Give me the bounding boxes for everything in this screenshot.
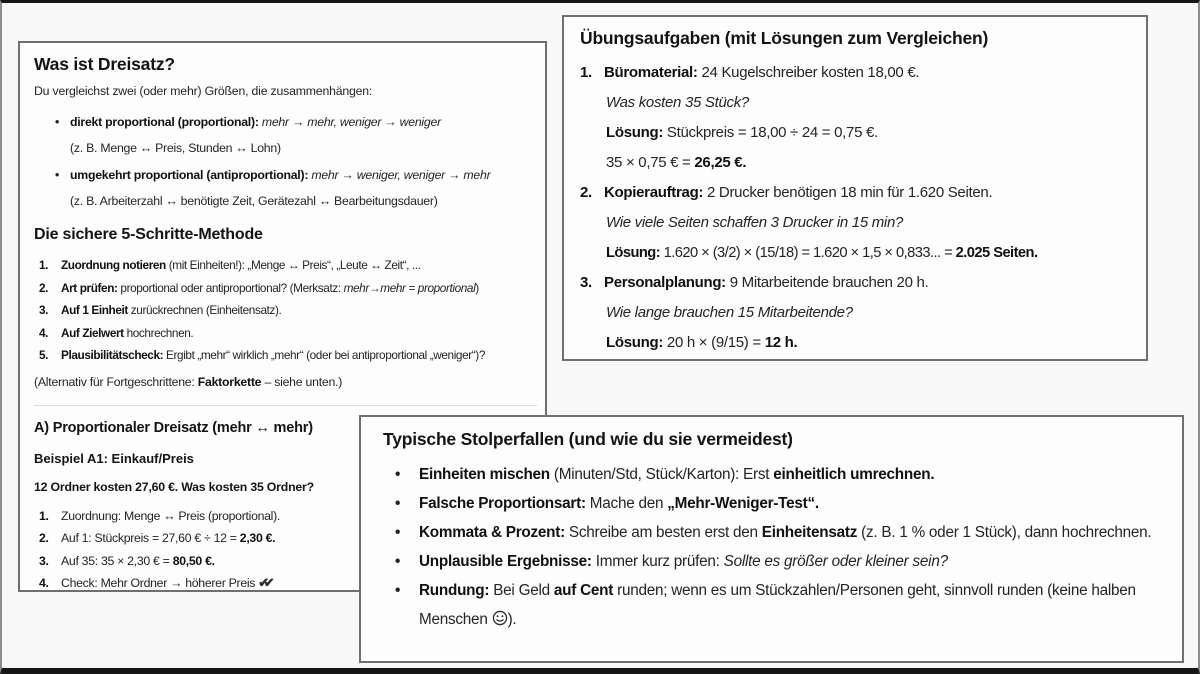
step-number: 2. [39, 280, 49, 295]
step-number: 1. [39, 508, 49, 523]
pitfall-item: • Einheiten mischen (Minuten/Std, Stück/Karton): Erst einheitlich umrechnen. [383, 460, 1166, 489]
bullet-sub: (z. B. Menge ↔ Preis, Stunden ↔ Lohn) [70, 141, 281, 155]
exercise-solution: Lösung: Stückpreis = 18,00 ÷ 24 = 0,75 €. [606, 124, 878, 141]
divider [34, 405, 537, 406]
bullet-sub: (z. B. Arbeiterzahl ↔ benötigte Zeit, Gerätezahl ↔ Bearbeitungsdauer) [70, 194, 438, 208]
exercise-solution: Lösung: 20 h × (9/15) = 12 h. [606, 334, 798, 351]
pitfall-item: • Falsche Proportionsart: Mache den „Mehr-Weniger-Test“. [383, 489, 1166, 518]
exercise-number: 2. [580, 184, 592, 201]
exercise-question: Was kosten 35 Stück? [606, 94, 749, 111]
exercise-item: 1. Büromaterial: 24 Kugelschreiber kosten 18,00 €. Was kosten 35 Stück? Lösung: Stückpreis = 18,00 ÷ 24 = 0,75 €. 35 × 0,75 € = 26,25 €. [580, 58, 1132, 178]
section-a-heading: A) Proportionaler Dreisatz (mehr ↔ mehr) [34, 419, 313, 436]
method-step: 1. Zuordnung notieren (mit Einheiten!): „Menge ↔ Preis“, „Leute ↔ Zeit“, ... [34, 254, 537, 277]
pitfalls-card-title: Typische Stolperfallen (und wie du sie vermeidest) [383, 429, 793, 449]
exercise-item: 3. Personalplanung: 9 Mitarbeitende brauchen 20 h. Wie lange brauchen 15 Mitarbeitende? Lösung: 20 h × (9/15) = 12 h. [580, 268, 1132, 358]
card-exercises [562, 15, 1148, 361]
exercise-number: 1. [580, 64, 592, 81]
step-number: 3. [39, 553, 49, 568]
what-card-title: Was ist Dreisatz? [34, 54, 175, 74]
exercise-solution-extra: 35 × 0,75 € = 26,25 €. [606, 154, 747, 171]
method-step: 3. Auf 1 Einheit zurückrechnen (Einheitensatz). [34, 299, 537, 322]
method-step: 5. Plausibilitätscheck: Ergibt „mehr“ wirklich „mehr“ (oder bei antiproportional „weniger“)? [34, 344, 537, 367]
example-step: 1. Zuordnung: Menge ↔ Preis (proportional). [34, 505, 537, 528]
method-step: 2. Art prüfen: proportional oder antiproportional? (Merksatz: mehr→mehr = proportional) [34, 277, 537, 300]
pitfall-item: • Kommata & Prozent: Schreibe am besten erst den Einheitensatz (z. B. 1 % oder 1 Stück), dann hochrechnen. [383, 518, 1166, 547]
example-step: 3. Auf 35: 35 × 2,30 € = 80,50 €. [34, 550, 537, 573]
step-number: 4. [39, 576, 49, 590]
example-problem: 12 Ordner kosten 27,60 €. Was kosten 35 Ordner? [34, 479, 314, 494]
bullet-emph: mehr → mehr, weniger → weniger [258, 115, 441, 129]
pitfall-item: • Rundung: Bei Geld auf Cent runden; wenn es um Stückzahlen/Personen geht, sinnvoll runden (keine halben Menschen ). [383, 576, 1166, 634]
exercise-item: 2. Kopierauftrag: 2 Drucker benötigen 18 min für 1.620 Seiten. Wie viele Seiten schaffen 3 Drucker in 15 min? Lösung: 1.620 × (3/2) × (15/18) = 1.620 × 1,5 × 0,833... = 2.025 Seiten. [580, 178, 1132, 268]
step-number: 3. [39, 303, 49, 317]
step-number: 2. [39, 531, 49, 545]
method-title: Die sichere 5-Schritte-Methode [34, 226, 263, 243]
step-number: 4. [39, 325, 49, 340]
method-note: (Alternativ für Fortgeschrittene: Faktorkette – siehe unten.) [34, 374, 343, 389]
example-step: 2. Auf 1: Stückpreis = 27,60 € ÷ 12 = 2,30 €. [34, 527, 537, 550]
double-check-icon: ✔✔ [258, 575, 270, 590]
exercise-solution: Lösung: 1.620 × (3/2) × (15/18) = 1.620 × 1,5 × 0,833... = 2.025 Seiten. [606, 245, 1038, 261]
smiley-icon [492, 610, 508, 626]
bullet-lead: umgekehrt proportional (antiproportional): [70, 168, 309, 182]
pitfall-item: • Unplausible Ergebnisse: Immer kurz prüfen: Sollte es größer oder kleiner sein? [383, 547, 1166, 576]
list-item [34, 163, 537, 187]
bullet-lead: direkt proportional (proportional): [70, 115, 259, 129]
exercise-question: Wie lange brauchen 15 Mitarbeitende? [606, 304, 853, 321]
exercises-card-title: Übungsaufgaben (mit Lösungen zum Vergleichen) [580, 28, 989, 48]
list-item [34, 110, 537, 134]
step-number: 1. [39, 258, 49, 272]
card-pitfalls [359, 415, 1184, 663]
bullet-emph: mehr → weniger, weniger → mehr [308, 168, 491, 182]
step-number: 5. [39, 348, 49, 362]
what-intro: Du vergleichst zwei (oder mehr) Größen, die zusammenhängen: [34, 84, 373, 98]
example-step: 4. Check: Mehr Ordner → höherer Preis ✔✔ [34, 572, 537, 592]
exercise-number: 3. [580, 274, 592, 291]
method-step: 4. Auf Zielwert hochrechnen. [34, 322, 537, 345]
example-title: Beispiel A1: Einkauf/Preis [34, 450, 194, 466]
exercise-question: Wie viele Seiten schaffen 3 Drucker in 15 min? [606, 214, 904, 231]
